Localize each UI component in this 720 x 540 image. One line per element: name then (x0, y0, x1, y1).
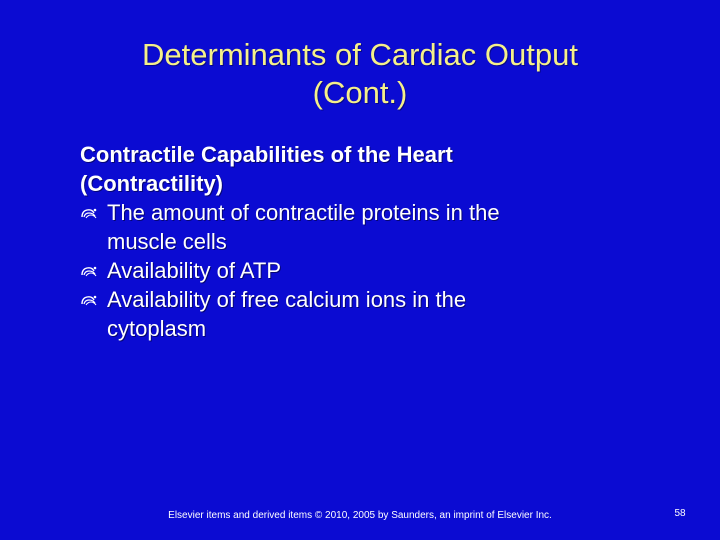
page-number: 58 (674, 508, 686, 519)
section-heading-line: Contractile Capabilities of the Heart (80, 142, 453, 167)
bullet-text-line: The amount of contractile proteins in the (107, 200, 500, 225)
bullet-item (80, 256, 680, 285)
bullet-text-line: cytoplasm (107, 316, 207, 341)
bullet-item (80, 285, 680, 343)
section-heading-line: (Contractility) (80, 171, 223, 196)
slide-title-line: (Cont.) (312, 75, 408, 110)
slide-title (60, 36, 660, 112)
slide-title-line: Determinants of Cardiac Output (142, 37, 578, 72)
bullet-list (80, 198, 680, 343)
wingding-bullet-icon (80, 294, 98, 306)
bullet-item (80, 198, 680, 256)
bullet-text-line: muscle cells (107, 229, 227, 254)
bullet-text-line: Availability of free calcium ions in the (107, 287, 467, 312)
slide-body (80, 140, 680, 343)
copyright-footer: Elsevier items and derived items © 2010, 2005 by Saunders, an imprint of Elsevier Inc. (168, 510, 552, 521)
section-heading (80, 140, 680, 198)
wingding-bullet-icon (80, 207, 98, 219)
bullet-text-line: Availability of ATP (107, 258, 282, 283)
wingding-bullet-icon (80, 265, 98, 277)
